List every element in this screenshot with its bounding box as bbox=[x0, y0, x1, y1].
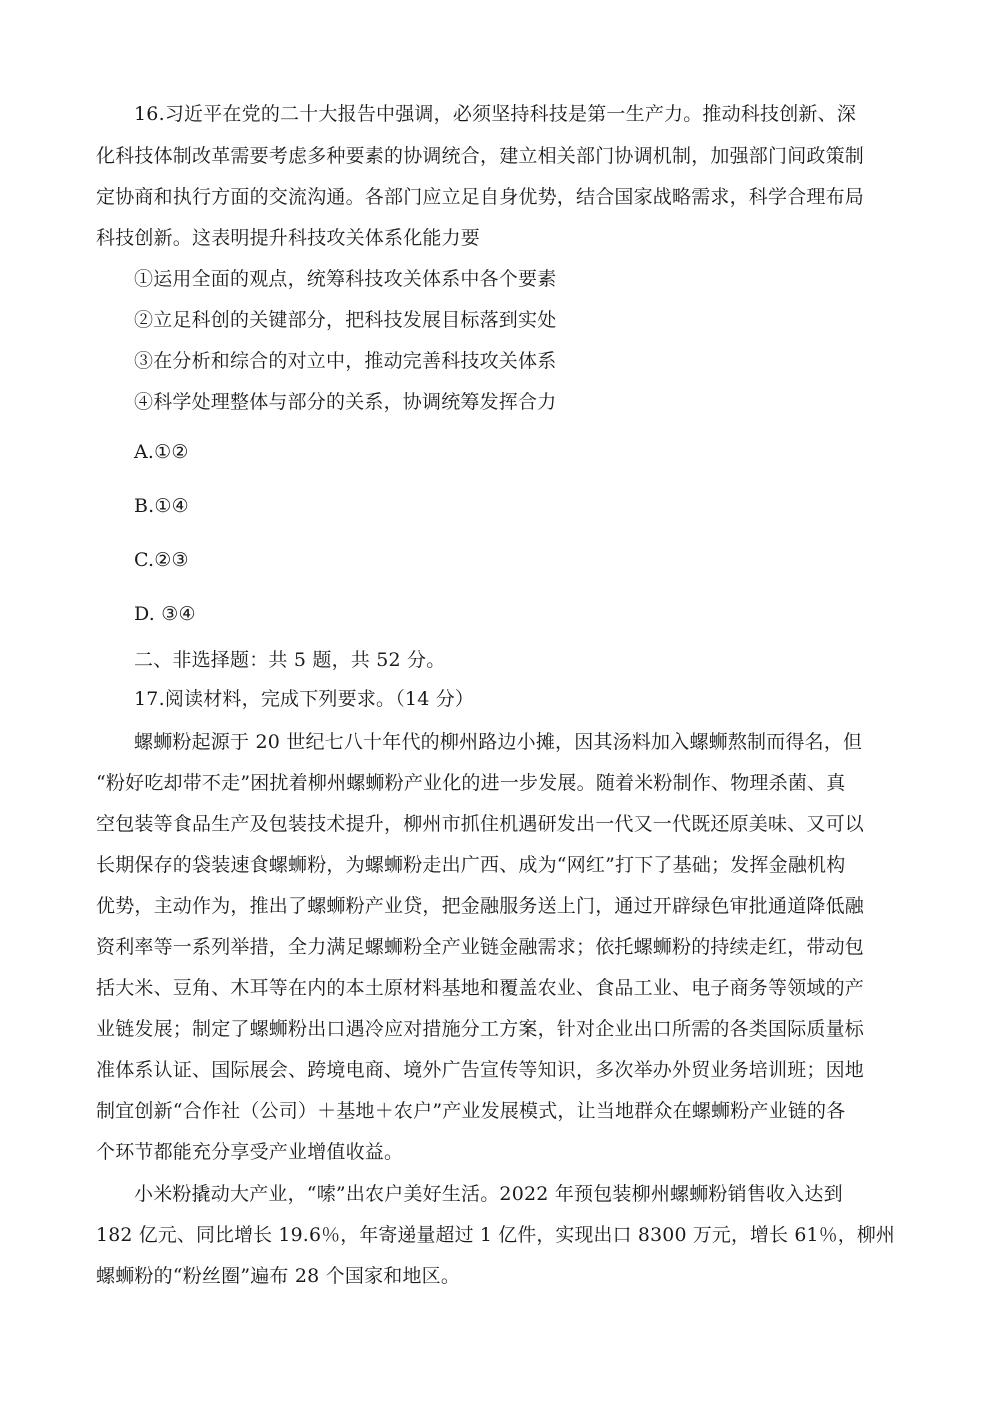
q17-para1-line-9: 准体系认证、国际展会、跨境电商、境外广告宣传等知识，多次举办外贸业务培训班；因地 bbox=[96, 1059, 865, 1081]
q16-option-b: B.①④ bbox=[134, 495, 189, 517]
q17-para2-line-1: 小米粉撬动大产业，“嗦”出农户美好生活。2022 年预包装柳州螺蛳粉销售收入达到 bbox=[134, 1183, 843, 1205]
q17-para1-line-5: 优势，主动作为，推出了螺蛳粉产业贷，把金融服务送上门，通过开辟绿色审批通道降低融 bbox=[96, 895, 865, 917]
q17-para1-line-7: 括大米、豆角、木耳等在内的本土原材料基地和覆盖农业、食品工业、电子商务等领域的产 bbox=[96, 977, 865, 999]
q17-para2-line-3: 螺蛳粉的“粉丝圈”遍布 28 个国家和地区。 bbox=[96, 1265, 461, 1287]
q17-para2-line-2: 182 亿元、同比增长 19.6％，年寄递量超过 1 亿件，实现出口 8300 万元，增长 61％，柳州 bbox=[96, 1224, 895, 1246]
q17-para1-line-4: 长期保存的袋装速食螺蛳粉，为螺蛳粉走出广西、成为“网红”打下了基础；发挥金融机构 bbox=[96, 854, 846, 876]
q16-stem-line-2: 化科技体制改革需要考虑多种要素的协调统合，建立相关部门协调机制，加强部门间政策制 bbox=[96, 145, 865, 167]
q16-stem-line-4: 科技创新。这表明提升科技攻关体系化能力要 bbox=[96, 227, 481, 249]
q16-stem-line-3: 定协商和执行方面的交流沟通。各部门应立足自身优势，结合国家战略需求，科学合理布局 bbox=[96, 186, 865, 208]
q17-para1-line-8: 业链发展；制定了螺蛳粉出口遇冷应对措施分工方案，针对企业出口所需的各类国际质量标 bbox=[96, 1018, 865, 1040]
section-heading: 二、非选择题：共 5 题，共 52 分。 bbox=[134, 649, 446, 671]
q17-para1-line-3: 空包装等食品生产及包装技术提升，柳州市抓住机遇研发出一代又一代既还原美味、又可以 bbox=[96, 813, 865, 835]
q17-para1-line-1: 螺蛳粉起源于 20 世纪七八十年代的柳州路边小摊，因其汤料加入螺蛳熬制而得名，但 bbox=[134, 731, 863, 753]
q16-option-a: A.①② bbox=[134, 441, 189, 463]
q16-statement-4: ④科学处理整体与部分的关系，协调统筹发挥合力 bbox=[134, 391, 557, 413]
q17-para1-line-11: 个环节都能充分享受产业增值收益。 bbox=[96, 1141, 404, 1163]
q17-para1-line-10: 制宜创新“合作社（公司）＋基地＋农户”产业发展模式，让当地群众在螺蛳粉产业链的各 bbox=[96, 1100, 846, 1122]
q16-statement-2: ②立足科创的关键部分，把科技发展目标落到实处 bbox=[134, 309, 557, 331]
q17-para1-line-2: “粉好吃却带不走”困扰着柳州螺蛳粉产业化的进一步发展。随着米粉制作、物理杀菌、真 bbox=[96, 772, 846, 794]
q16-statement-3: ③在分析和综合的对立中，推动完善科技攻关体系 bbox=[134, 350, 557, 372]
q16-option-d: D. ③④ bbox=[134, 603, 196, 625]
q17-para1-line-6: 资利率等一系列举措，全力满足螺蛳粉全产业链金融需求；依托螺蛳粉的持续走红，带动包 bbox=[96, 936, 865, 958]
q16-stem-line-1: 16.习近平在党的二十大报告中强调，必须坚持科技是第一生产力。推动科技创新、深 bbox=[134, 103, 857, 125]
q16-statement-1: ①运用全面的观点，统筹科技攻关体系中各个要素 bbox=[134, 268, 557, 290]
q17-title: 17.阅读材料，完成下列要求。（14 分） bbox=[134, 688, 475, 710]
q16-option-c: C.②③ bbox=[134, 549, 189, 571]
